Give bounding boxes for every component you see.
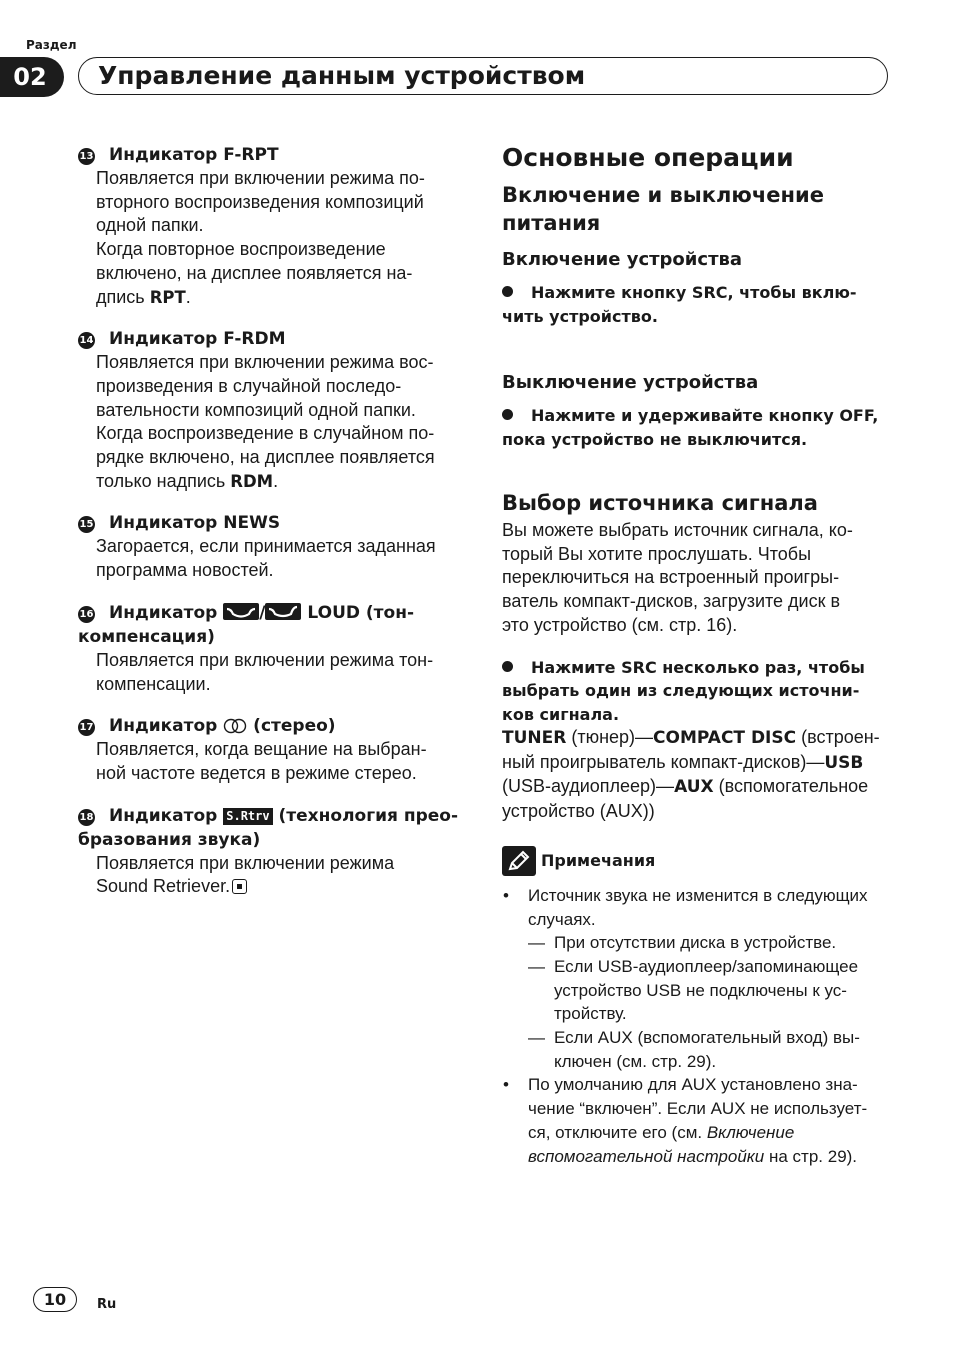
item-description xyxy=(78,649,463,696)
heading-line: Включение и выключение xyxy=(502,183,824,207)
source-name: AUX xyxy=(674,777,714,798)
text-line: Появляется при включении режима по- xyxy=(96,168,425,188)
power-heading xyxy=(502,181,894,237)
cross-reference: Включение xyxy=(706,1122,795,1142)
text-line: • По умолчанию для AUX установлено зна- xyxy=(528,1075,858,1095)
text-line xyxy=(96,286,463,310)
item-title: Индикатор F-RDM xyxy=(109,329,286,350)
step-text: ков сигнала. xyxy=(502,704,620,724)
sound-retriever-icon: S.Rtrv xyxy=(223,808,272,825)
text-line: устройство (AUX)) xyxy=(502,801,655,822)
note-item xyxy=(502,884,894,1074)
language-code: Ru xyxy=(97,1297,117,1312)
text-line: произведения в случайной последо- xyxy=(96,375,402,396)
text-line: Появляется при включении режима вос- xyxy=(96,352,434,373)
text-line xyxy=(96,875,463,899)
display-label: RPT xyxy=(149,287,186,307)
text-fragment: Индикатор xyxy=(109,716,224,737)
item-heading xyxy=(78,714,463,738)
right-column xyxy=(502,141,894,1168)
step-text: Нажмите SRC несколько раз, чтобы xyxy=(531,657,865,677)
item-description xyxy=(78,351,463,493)
item-heading-cont: компенсация) xyxy=(78,626,215,647)
text-line: тройству. xyxy=(554,1004,627,1024)
text-line: вторного воспроизведения композиций xyxy=(96,191,424,212)
item-heading xyxy=(78,143,463,167)
source-intro-paragraph xyxy=(502,519,894,638)
bullet-icon xyxy=(502,661,513,672)
step-text: чить устройство. xyxy=(502,306,658,326)
text-line: компенсации. xyxy=(96,673,211,694)
item-number-badge: 17 xyxy=(78,719,95,736)
source-select-step xyxy=(502,656,894,727)
indicator-news xyxy=(78,511,463,582)
item-number-badge: 16 xyxy=(78,606,95,623)
item-description xyxy=(78,852,463,899)
indicator-loud xyxy=(78,601,463,696)
item-description xyxy=(78,167,463,309)
heading-line: питания xyxy=(502,211,601,235)
page-number: 10 xyxy=(33,1287,77,1312)
text-line: переключиться на встроенный проигры- xyxy=(502,567,840,588)
text-line: Появляется при включении режима тон- xyxy=(96,649,434,670)
text-line: случаях. xyxy=(528,909,596,929)
text-line: Появляется, когда вещание на выбран- xyxy=(96,739,427,760)
pencil-icon xyxy=(502,846,536,876)
item-title: Индикатор NEWS xyxy=(109,513,281,534)
text-fragment: LOUD (тон- xyxy=(301,602,415,623)
loud-low-icon xyxy=(223,603,259,620)
step-text: Нажмите и удерживайте кнопку OFF, xyxy=(531,406,879,425)
text-line: программа новостей. xyxy=(96,560,274,581)
note-sublist xyxy=(528,931,894,1073)
text-fragment: (вспомогательное xyxy=(713,776,869,797)
bullet-icon xyxy=(502,409,513,420)
bullet-icon xyxy=(502,286,513,297)
text-fragment: / xyxy=(259,602,266,623)
sub-note-item xyxy=(528,1026,894,1073)
text-line: — Если AUX (вспомогательный вход) вы- xyxy=(554,1028,860,1048)
power-off-heading: Выключение устройства xyxy=(502,372,759,393)
item-number-badge: 18 xyxy=(78,809,95,826)
item-description xyxy=(78,535,463,582)
text-line: это устройство (см. стр. 16). xyxy=(502,614,738,635)
item-title: Индикатор F-RPT xyxy=(109,145,279,165)
text-fragment: ный проигрыватель компакт-дисков)— xyxy=(502,751,825,772)
item-number-badge: 15 xyxy=(78,516,95,533)
text-line: торый Вы хотите прослушать. Чтобы xyxy=(502,543,812,564)
text-line xyxy=(528,1121,894,1145)
text-line: устройство USB не подключены к ус- xyxy=(554,980,847,1000)
text-fragment: . xyxy=(273,470,279,491)
notes-list xyxy=(502,884,894,1168)
text-line: Когда воспроизведение в случайном по- xyxy=(96,423,435,444)
step-text: Нажмите кнопку SRC, чтобы вклю- xyxy=(531,283,857,302)
section-end-icon xyxy=(232,879,247,894)
item-heading xyxy=(78,804,463,828)
text-line: Появляется при включении режима xyxy=(96,852,395,873)
indicator-sound-retriever xyxy=(78,804,463,899)
step-text: пока устройство не выключится. xyxy=(502,429,808,449)
basic-operations-heading: Основные операции xyxy=(502,143,794,172)
display-label: RDM xyxy=(230,471,274,491)
text-line: — Если USB-аудиоплеер/запоминающее xyxy=(554,956,859,976)
stereo-icon xyxy=(223,718,247,734)
left-column xyxy=(78,143,463,917)
text-fragment: (технология прео- xyxy=(272,805,459,826)
section-number-badge: 02 xyxy=(0,57,64,97)
text-fragment: Индикатор xyxy=(109,602,224,623)
power-on-heading: Включение устройства xyxy=(502,249,743,270)
text-line: чение “включен”. Если AUX не использует- xyxy=(528,1099,868,1119)
item-heading xyxy=(78,511,463,535)
note-item xyxy=(502,1073,894,1168)
text-line: ключен (см. стр. 29). xyxy=(554,1051,717,1071)
item-number-badge: 13 xyxy=(78,148,95,165)
item-heading xyxy=(78,601,463,625)
text-line: — При отсутствии диска в устройстве. xyxy=(554,933,837,953)
indicator-f-rpt xyxy=(78,143,463,309)
loud-high-icon xyxy=(265,603,301,620)
item-number-badge: 14 xyxy=(78,332,95,349)
source-select-heading: Выбор источника сигнала xyxy=(502,491,818,515)
text-fragment: Индикатор xyxy=(109,805,224,826)
text-line: Загорается, если принимается заданная xyxy=(96,536,436,557)
text-fragment: дпись xyxy=(96,286,150,307)
item-heading-cont: бразования звука) xyxy=(78,829,261,850)
source-list xyxy=(502,726,894,824)
text-line xyxy=(96,470,463,494)
text-line: Когда повторное воспроизведение xyxy=(96,239,386,260)
text-fragment: Sound Retriever. xyxy=(96,876,231,897)
text-line: ной частоте ведется в режиме стерео. xyxy=(96,762,417,783)
source-name: USB xyxy=(824,752,864,773)
page-title: Управление данным устройством xyxy=(98,61,586,90)
text-fragment: (встроен- xyxy=(796,727,880,748)
notes-header xyxy=(502,846,894,876)
text-line: вательности композиций одной папки. xyxy=(96,399,416,420)
text-line: рядке включено, на дисплее появляется xyxy=(96,447,435,468)
text-fragment: (USB-аудиоплеер)— xyxy=(502,776,675,797)
section-label: Раздел xyxy=(26,38,77,52)
text-fragment: . xyxy=(185,286,191,307)
sub-note-item xyxy=(528,931,894,955)
step-text: выбрать один из следующих источни- xyxy=(502,681,860,701)
text-line: включено, на дисплее появляется на- xyxy=(96,262,413,283)
item-description xyxy=(78,738,463,785)
source-name: COMPACT DISC xyxy=(653,728,797,749)
item-heading xyxy=(78,327,463,351)
power-on-step xyxy=(502,281,894,328)
power-off-step xyxy=(502,404,894,451)
text-line: ватель компакт-дисков, загрузите диск в xyxy=(502,591,841,612)
text-line: одной папки. xyxy=(96,215,204,236)
text-line: • Источник звука не изменится в следующих xyxy=(528,885,868,905)
text-fragment: (стерео) xyxy=(247,716,336,737)
text-fragment: только надпись xyxy=(96,470,231,491)
indicator-f-rdm xyxy=(78,327,463,493)
cross-reference: вспомогательной настройки xyxy=(528,1146,765,1166)
text-fragment: ся, отключите его (см. xyxy=(528,1122,707,1142)
text-fragment: (тюнер)— xyxy=(566,727,654,748)
indicator-stereo xyxy=(78,714,463,785)
text-line: Вы можете выбрать источник сигнала, ко- xyxy=(502,520,853,540)
notes-title: Примечания xyxy=(541,851,656,871)
text-fragment: на стр. 29). xyxy=(764,1146,858,1166)
sub-note-item xyxy=(528,955,894,1026)
text-line xyxy=(528,1145,894,1169)
source-name: TUNER xyxy=(502,728,567,749)
